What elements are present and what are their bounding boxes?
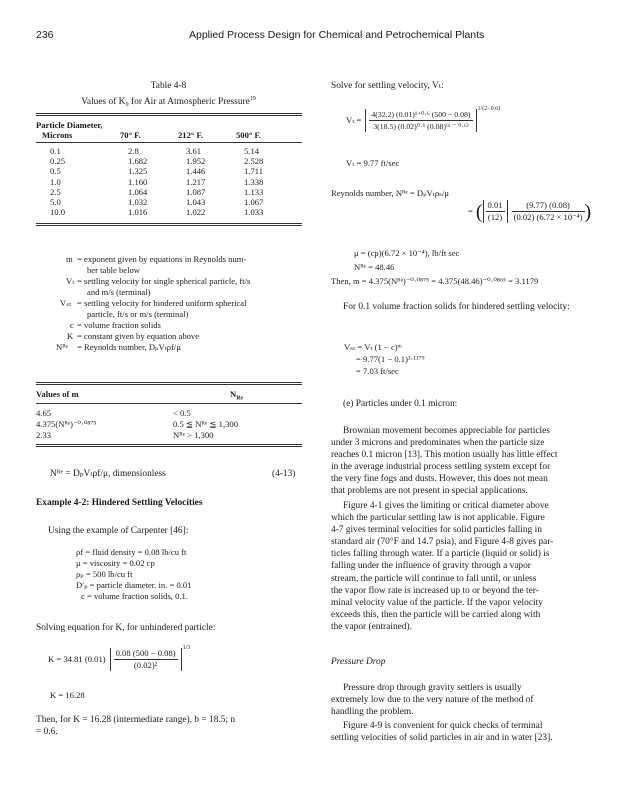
table-row: 1.0 1.160 1.217 1.338 (50, 176, 264, 187)
equation-4-13: Nᴿᵉ = DₚVₜρf/μ, dimensionless (50, 469, 166, 479)
table-row: 0.1 2.8 3.61 5.14 (50, 146, 260, 156)
col-header-microns: Microns (42, 130, 73, 141)
figure-4-9-paragraph: Figure 4-9 is convenient for quick checks of terminal settling velocities of solid particles in air and in water [23]. (331, 721, 553, 744)
pressure-drop-heading: Pressure Drop (331, 657, 386, 667)
table-4-8-subtitle: Values of K₀ for Air at Atmospheric Pressure$^{19}$ (81, 95, 256, 107)
m-table-header-rule (36, 403, 302, 404)
table-row: 2.5 1.064 1.087 1.133 (50, 186, 264, 197)
table-row: 4.65 < 0.5 (36, 408, 191, 418)
example-heading: Example 4-2: Hindered Settling Velocities (36, 498, 203, 508)
example-givens: ρf = fluid density = 0.08 lb/cu ft μ = viscosity = 0.02 cp ρₚ = 500 lb/cu ft D′ₚ = particle diameter. in. = 0.01 c = volume fraction solids, 0.1. (76, 547, 192, 601)
k-result: K = 16.28 (50, 690, 85, 700)
table-4-8-body (36, 146, 302, 217)
reynolds-line: Reynolds number, Nᴿᵉ = DₚVₜρₛ/μ (331, 188, 450, 198)
col-header-diameter: Particle Diameter, (36, 120, 103, 130)
table-row: 4.375(Nᴿᵉ)⁻⁰·⁰⁸⁷⁵ 0.5 ≦ Nᴿᵉ ≦ 1,300 (36, 419, 239, 429)
table-row: 5.0 1.032 1.043 1.067 (50, 197, 264, 208)
running-title: Applied Process Design for Chemical and Petrochemical Plants (189, 29, 485, 41)
nre-line: Nᴿᵉ = 48.46 (354, 262, 395, 272)
example-intro: Using the example of Carpenter [46]: (48, 526, 189, 536)
col-header-70f: 70° F. (120, 130, 141, 141)
m-line: Then, m = 4.375(Nᴿᵉ)⁻⁰·⁰⁸⁷⁵ = 4.375(48.46)⁻⁰·⁰⁸⁶⁵ = 3.1179 (331, 276, 539, 286)
vs-equations: Vₛₜ = Vₜ (1 − c)ᵐ = 9.77(1 − 0.1)³·¹¹⁷⁹ = 7.03 ft/sec (344, 342, 425, 376)
col-header-500f: 500° F. (236, 130, 262, 141)
brownian-paragraph: Brownian movement becomes appreciable for particles under 3 microns and predominates when the particle size reaches 0.1 micron [13]. This motion usually has little effect in the average industrial process settling system except for the very fine fogs and dusts. However, this does not mean that problems are not present in special applications. (331, 426, 558, 497)
m-table-bottom-rule (36, 444, 302, 447)
definitions-list: m = exponent given by equations in Reynolds num- ber table below Vₜ = settling velocity for single spherical particle, ft/s and m/s (terminal) Vₛₜ = settling velocity for hindered uniform spherical particle, ft/s or m/s (terminal) c = volume fraction solids K = constant given by equation above Nᴿᵉ = Reynolds number, DₚVₜρf/μ (56, 254, 251, 352)
table-row: 2.33 Nᴿᵉ > 1,300 (36, 430, 214, 440)
vt-equation: Vₜ = $\frac{\text{4(32.2) (0.01)¹⁺⁰·⁶ (500 − 0.08)}}{\text{3(18.5) (0.02)⁰·⁶ (0.08)⁽¹ ⁻ ⁰·⁶⁾}}$ 1/(2−0.6) (346, 106, 501, 131)
pressure-drop-paragraph: Pressure drop through gravity settlers is usually extremely low due to the very nature of the method of handling the problem. (331, 683, 534, 718)
table-row: 0.25 1.682 1.952 2.528 (50, 156, 264, 167)
vt-result: Vₜ = 9.77 ft/sec (346, 158, 400, 168)
nre-col-header: $N_{Re}$ (230, 389, 244, 402)
reynolds-fraction: = ( $\frac{0.01}{(12)}$ $\frac{(9.77) (0.08)}{\text{(0.02) (6.72 × 10⁻⁴)}}$ ) (468, 200, 592, 223)
solve-k-line: Solving equation for K, for unhindered particle: (36, 623, 216, 633)
settling-law-paragraph: Figure 4-1 gives the limiting or critical diameter above which the particular settling law is not applicable. Figure 4-7 gives terminal velocities for solid particles falling in standard air (70°F and 14.7 psia), and Figure 4-8 gives par- ticles falling through water. If a particle (liquid or solid) is falling under the influence of gravity through a vapor stream, the particle will continue to fall until, or unless the vapor flow rate is increased up to or beyond the ter- minal velocity value of the particle. If the vapor velocity exceeds this, then the particle will be carried along with the vapor (entrained). (331, 501, 554, 632)
m-table-top-rule (36, 382, 302, 385)
col-header-212f: 212° F. (178, 130, 204, 141)
table-top-rule (36, 113, 302, 116)
equation-number: (4-13) (272, 469, 296, 479)
k-equation: K = 34.81 (0.01) $\frac{0.08 (500 - 0.08)}{\text{(0.02)²}}$ 1/3 (48, 645, 191, 670)
m-col-header: Values of m (36, 389, 79, 399)
table-header-rule (36, 142, 302, 143)
table-bottom-rule (36, 223, 302, 226)
table-4-8 (36, 120, 294, 140)
hindered-paragraph: For 0.1 volume fraction solids for hindered settling velocity: (343, 302, 570, 312)
table-4-8-title: Table 4-8 (150, 81, 187, 91)
m-table-body (36, 408, 302, 441)
table-row: 0.5 1.325 1.446 1.711 (50, 166, 264, 177)
page-number: 236 (36, 29, 54, 41)
mu-line: μ = (cp)(6.72 × 10⁻⁴), lb/ft sec (354, 248, 460, 258)
then-paragraph: Then, for K = 16.28 (intermediate range), b = 18.5; n = 0.6. (36, 715, 236, 738)
table-row: 10.0 1.016 1.022 1.033 (50, 207, 264, 218)
section-e-heading: (e) Particles under 0.1 micron: (343, 399, 458, 409)
solve-vt-line: Solve for settling velocity, Vₜ: (331, 81, 444, 91)
